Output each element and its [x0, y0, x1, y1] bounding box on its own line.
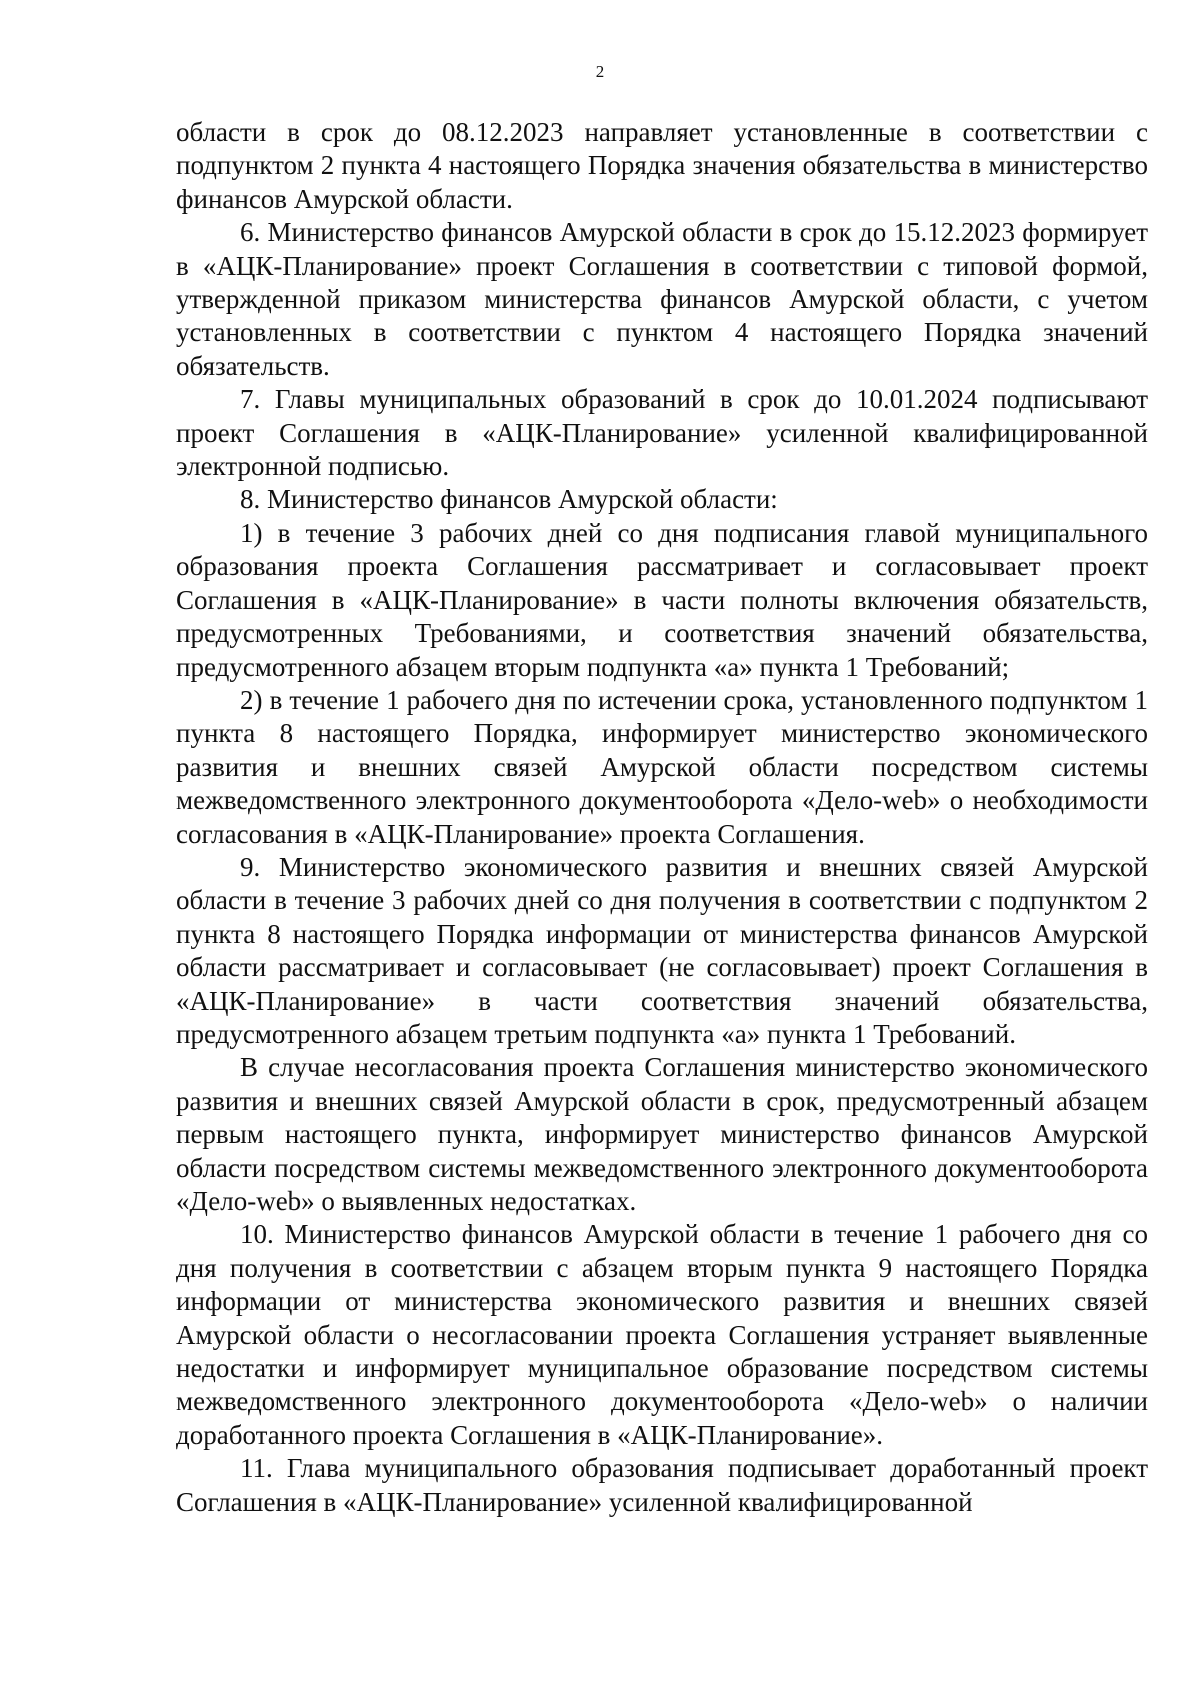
- paragraph-item-11: 11. Глава муниципального образования подписывает доработанный проект Соглашения в «АЦК-Планирование» усиленной квалифицированной: [176, 1453, 1148, 1517]
- paragraph-item-7: 7. Главы муниципальных образований в срок до 10.01.2024 подписывают проект Соглашения в «АЦК-Планирование» усиленной квалифицированной электронной подписью.: [176, 384, 1148, 482]
- paragraph-item-6: 6. Министерство финансов Амурской области в срок до 15.12.2023 формирует в «АЦК-Планирование» проект Соглашения в соответствии с типовой формой, утвержденной приказом министерства финансов Амурской области, с учетом установленных в соответствии с пунктом 4 настоящего Порядка значений обязательств.: [176, 217, 1148, 381]
- document-body: [176, 116, 1148, 1519]
- paragraph-item-8: 8. Министерство финансов Амурской области:: [240, 484, 778, 515]
- page-number: 2: [595, 62, 605, 81]
- paragraph-item-8-sub-1: 1) в течение 3 рабочих дней со дня подписания главой муниципального образования проекта Соглашения рассматривает и согласовывает проект Соглашения в «АЦК-Планирование» в части полноты включения обязательств, предусмотренных Требованиями, и соответствия значений обязательства, предусмотренного абзацем вторым подпункта «а» пункта 1 Требований;: [176, 517, 1148, 682]
- paragraph-item-9: 9. Министерство экономического развития и внешних связей Амурской области в течение 3 рабочих дней со дня получения в соответствии с подпунктом 2 пункта 8 настоящего Порядка информации от министерства финансов Амурской области рассматривает и согласовывает (не согласовывает) проект Соглашения в «АЦК-Планирование» в части соответствия значений обязательства, предусмотренного абзацем третьим подпункта «а» пункта 1 Требований.: [176, 851, 1148, 1049]
- paragraph-item-10: 10. Министерство финансов Амурской области в течение 1 рабочего дня со дня получения в соответствии с абзацем вторым пункта 9 настоящего Порядка информации от министерства экономического развития и внешних связей Амурской области о несогласовании проекта Соглашения устраняет выявленные недостатки и информирует муниципальное образование посредством системы межведомственного электронного документооборота «Дело-web» о наличии доработанного проекта Соглашения в «АЦК-Планирование».: [176, 1219, 1148, 1450]
- paragraph-continuation: области в срок до 08.12.2023 направляет установленные в соответствии с подпунктом 2 пункта 4 настоящего Порядка значения обязательства в министерство финансов Амурской области.: [176, 117, 1148, 214]
- paragraph-item-8-sub-2: 2) в течение 1 рабочего дня по истечении срока, установленного подпунктом 1 пункта 8 настоящего Порядка, информирует министерство экономического развития и внешних связей Амурской области посредством системы межведомственного электронного документооборота «Дело-web» о необходимости согласования в «АЦК-Планирование» проекта Соглашения.: [176, 684, 1148, 849]
- paragraph-item-9-case: В случае несогласования проекта Соглашения министерство экономического развития и внешних связей Амурской области в срок, предусмотренный абзацем первым настоящего пункта, информирует министерство финансов Амурской области посредством системы межведомственного электронного документооборота «Дело-web» о выявленных недостатках.: [176, 1052, 1148, 1216]
